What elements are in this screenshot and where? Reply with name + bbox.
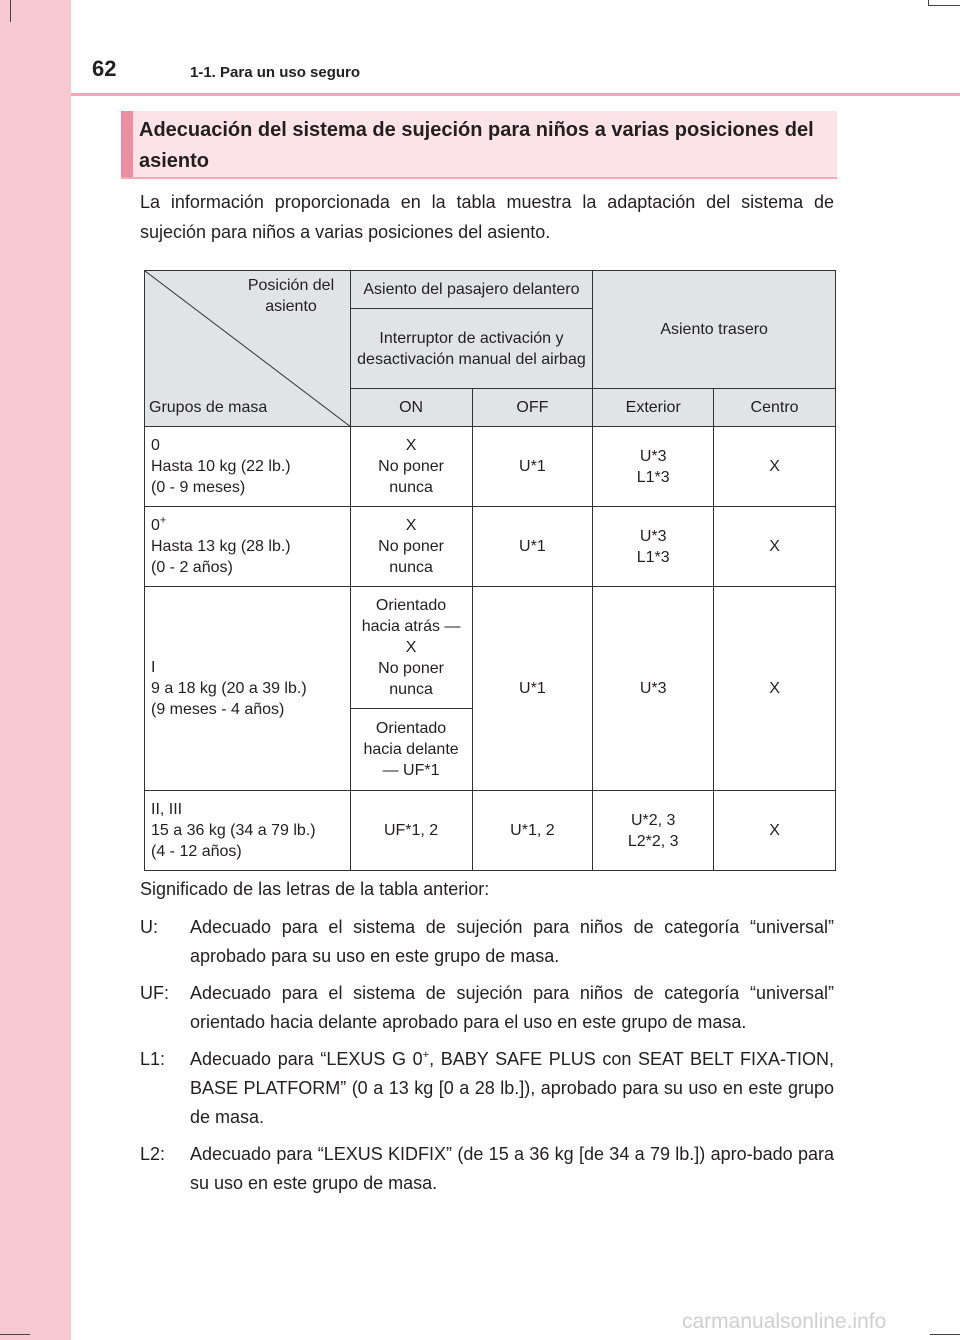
watermark: carmanualsonline.info	[682, 1310, 887, 1333]
col-on-header: ON	[350, 389, 472, 427]
diagonal-header-cell	[145, 271, 351, 427]
legend-key: L2:	[140, 1144, 166, 1164]
legend-intro: Significado de las letras de la tabla anterior:	[140, 879, 490, 899]
header-rule	[71, 93, 960, 96]
off-cell: U*1, 2	[472, 791, 593, 871]
table-row	[145, 427, 836, 507]
legend-key: UF:	[140, 983, 169, 1003]
front-seat-header: Asiento del pasajero delantero	[350, 271, 593, 309]
seat-position-label: Posición del asiento	[247, 277, 335, 315]
legend-text: Adecuado para “LEXUS KIDFIX” (de 15 a 36 kg [de 34 a 79 lb.]) apro-bado para su uso en este grupo de masa.	[190, 1144, 834, 1193]
center-cell: X	[714, 427, 836, 507]
mass-group-cell: 0 Hasta 10 kg (22 lb.) (0 - 9 meses)	[145, 427, 351, 507]
on-cell: X No poner nunca	[350, 507, 472, 587]
col-center-header: Centro	[714, 389, 836, 427]
legend-text: Adecuado para el sistema de sujeción para niños de categoría “universal” aprobado para su uso en este grupo de masa.	[190, 917, 834, 966]
center-cell: X	[714, 587, 836, 791]
on-cell: X No poner nunca	[350, 427, 472, 507]
legend-text-part: Adecuado para “LEXUS G 0	[190, 1049, 423, 1069]
section-header: 1-1. Para un uso seguro	[190, 64, 361, 81]
mass-group-cell	[145, 507, 351, 587]
crop-mark	[928, 5, 960, 6]
legend-text	[190, 1045, 834, 1132]
legend-key: L1:	[140, 1049, 166, 1069]
mass-group-cell: I 9 a 18 kg (20 a 39 lb.) (9 meses - 4 años)	[145, 587, 351, 791]
exterior-cell: U*3 L1*3	[593, 507, 714, 587]
group-number: 0	[151, 517, 160, 534]
exterior-cell: U*3 L1*3	[593, 427, 714, 507]
compatibility-table	[144, 270, 836, 871]
crop-mark	[10, 0, 11, 22]
exterior-cell: U*2, 3 L2*2, 3	[593, 791, 714, 871]
legend-text-part: , BABY SAFE PLUS con SEAT BELT FIXA-TION, BASE PLATFORM” (0 a 13 kg [0 a 28 lb.]), aprobado para su uso en este grupo de masa.	[190, 1049, 835, 1127]
page-number: 62	[92, 56, 117, 81]
legend-superscript: +	[422, 1049, 430, 1061]
on-rear-facing-cell: Orientado hacia atrás — X No poner nunca	[350, 587, 472, 709]
group-superscript: +	[159, 514, 167, 527]
center-cell: X	[714, 791, 836, 871]
section-title-box	[121, 111, 837, 179]
on-front-facing-cell: Orientado hacia delante — UF*1	[350, 709, 472, 791]
table-row	[145, 587, 836, 709]
table-row	[145, 791, 836, 871]
legend-key: U:	[140, 917, 158, 937]
mass-group-cell: II, III 15 a 36 kg (34 a 79 lb.) (4 - 12 años)	[145, 791, 351, 871]
legend-text: Adecuado para el sistema de sujeción para niños de categoría “universal” orientado hacia delante aprobado para el uso en este grupo de masa.	[190, 983, 834, 1032]
page-side-band	[0, 0, 71, 1340]
mass-groups-label: Grupos de masa	[149, 399, 268, 416]
section-title: Adecuación del sistema de sujeción para niños a varias posiciones del asiento	[139, 119, 814, 172]
rear-seat-header: Asiento trasero	[593, 271, 836, 389]
crop-mark	[930, 1334, 960, 1335]
exterior-cell: U*3	[593, 587, 714, 791]
section-accent-bar	[121, 111, 133, 177]
table-row	[145, 507, 836, 587]
off-cell: U*1	[472, 427, 593, 507]
airbag-switch-header: Interruptor de activación y desactivación manual del airbag	[350, 309, 593, 389]
intro-paragraph: La información proporcionada en la tabla muestra la adaptación del sistema de sujeción para niños a varias posiciones del asiento.	[140, 192, 834, 242]
on-cell: UF*1, 2	[350, 791, 472, 871]
col-off-header: OFF	[472, 389, 593, 427]
crop-mark	[0, 1334, 30, 1335]
group-detail: Hasta 13 kg (28 lb.) (0 - 2 años)	[151, 538, 291, 576]
off-cell: U*1	[472, 587, 593, 791]
off-cell: U*1	[472, 507, 593, 587]
center-cell: X	[714, 507, 836, 587]
col-exterior-header: Exterior	[593, 389, 714, 427]
